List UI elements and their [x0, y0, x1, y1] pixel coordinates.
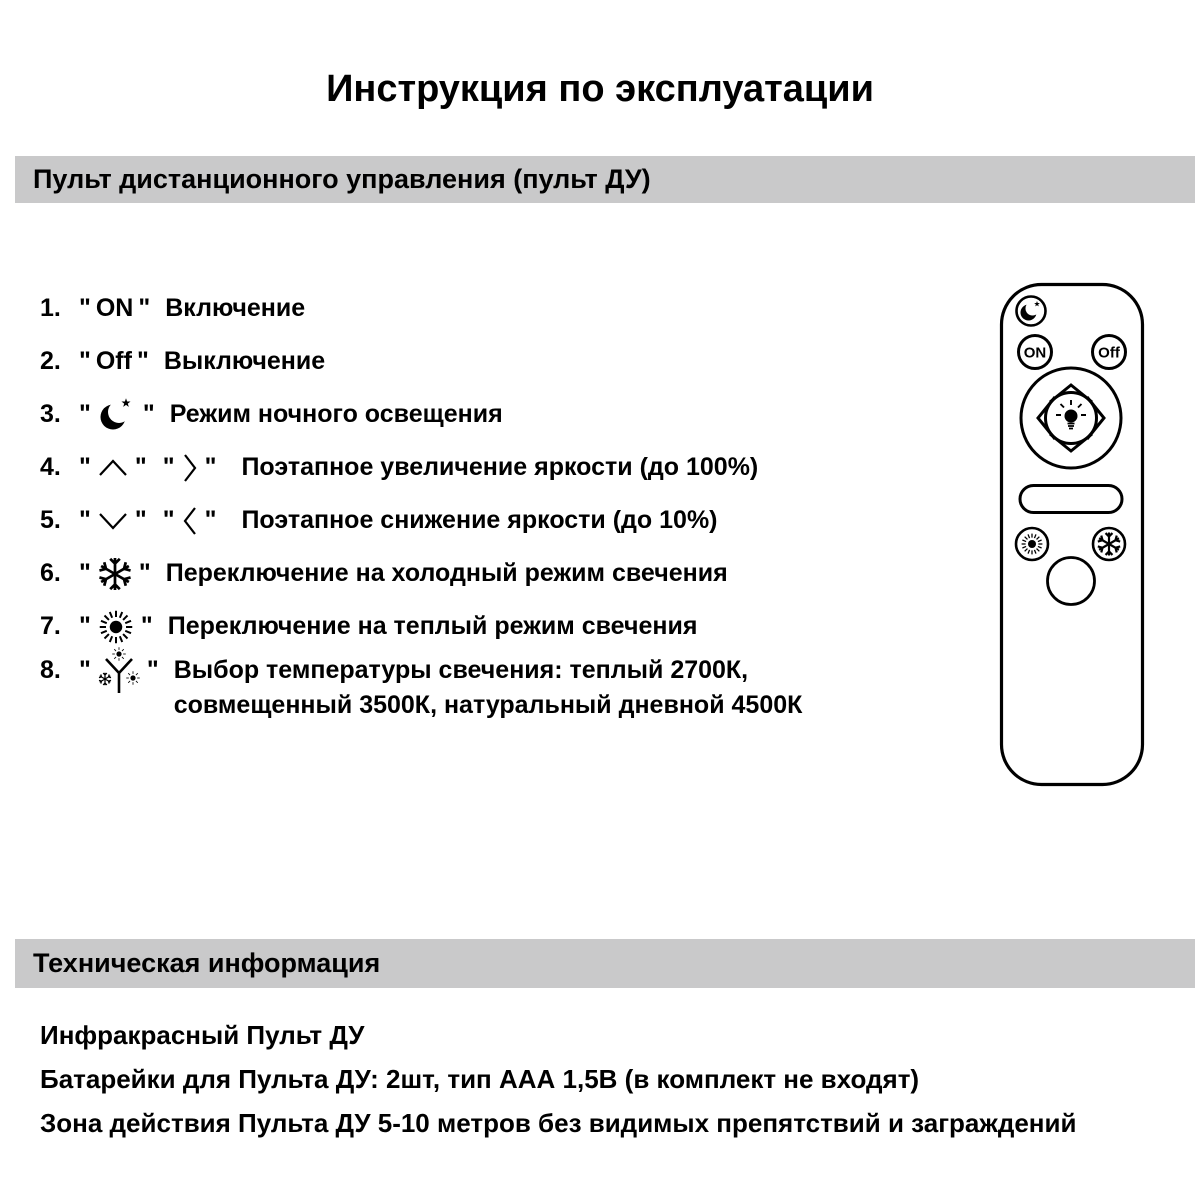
section-header-tech-label: Техническая информация: [33, 948, 381, 978]
item-text-line1: Выбор температуры свечения: теплый 2700К,: [173, 656, 749, 684]
quote-mark: ": [204, 506, 217, 534]
item-text: Выключение: [163, 347, 326, 375]
section-header-remote: [15, 156, 1195, 203]
on-button-label: ON: [95, 294, 134, 322]
item-number: 8.: [40, 656, 61, 684]
tech-line-range: Зона действия Пульта ДУ 5-10 метров без видимых препятствий и заграждений: [40, 1108, 1077, 1138]
item-text: Переключение на холодный режим свечения: [165, 559, 728, 587]
item-number: 3.: [40, 400, 61, 428]
quote-mark: ": [134, 506, 147, 534]
quote-mark: ": [140, 612, 153, 640]
item-text: Переключение на теплый режим свечения: [167, 612, 698, 640]
on-button-label: ON: [1023, 344, 1047, 362]
remote-control-diagram: [996, 280, 1146, 792]
crescent-moon-icon: [96, 396, 138, 434]
quote-mark: ": [79, 559, 91, 587]
section-header-remote-label: Пульт дистанционного управления (пульт ДУ): [33, 164, 651, 194]
quote-mark: ": [79, 347, 91, 375]
round-button: [1048, 558, 1095, 605]
section-header-tech: [15, 939, 1195, 988]
quote-mark: ": [142, 400, 155, 428]
color-temperature-select-icon: [96, 647, 142, 695]
list-item-warm-mode: [40, 600, 802, 653]
quote-mark: ": [79, 656, 91, 684]
list-item-temperature-select: [40, 653, 802, 723]
quote-mark: ": [79, 294, 91, 322]
dpad: [1021, 368, 1121, 468]
quote-mark: ": [138, 294, 151, 322]
warm-mode-button: [1016, 528, 1048, 560]
quote-mark: ": [136, 347, 149, 375]
night-mode-button: [1017, 297, 1046, 326]
list-item-brightness-up: [40, 441, 802, 494]
quote-mark: ": [162, 453, 175, 481]
quote-mark: ": [146, 656, 159, 684]
list-item-night-mode: [40, 388, 802, 441]
quote-mark: ": [79, 453, 91, 481]
quote-mark: ": [204, 453, 217, 481]
tech-line-ir: Инфракрасный Пульт ДУ: [40, 1020, 365, 1050]
chevron-right-icon: [180, 451, 200, 485]
snowflake-icon: [96, 555, 134, 593]
item-text: Поэтапное увеличение яркости (до 100%): [241, 453, 759, 481]
pill-button: [1020, 486, 1122, 513]
item-number: 6.: [40, 559, 61, 587]
item-text: Включение: [165, 294, 306, 322]
chevron-down-icon: [96, 510, 130, 532]
item-number: 2.: [40, 347, 61, 375]
off-button-label: Off: [1098, 344, 1120, 362]
quote-mark: ": [79, 400, 91, 428]
item-text: Режим ночного освещения: [169, 400, 503, 428]
quote-mark: ": [134, 453, 147, 481]
quote-mark: ": [79, 612, 91, 640]
button-description-list: [40, 282, 802, 723]
page-title: Инструкция по эксплуатации: [326, 68, 874, 110]
item-text: [174, 653, 803, 723]
cold-mode-button: [1093, 528, 1125, 560]
chevron-up-icon: [96, 457, 130, 479]
quote-mark: ": [162, 506, 175, 534]
off-button: [1093, 336, 1126, 369]
quote-mark: ": [138, 559, 151, 587]
sun-icon: [96, 607, 136, 647]
item-number: 1.: [40, 294, 61, 322]
item-text-line2: совмещенный 3500К, натуральный дневной 4500К: [173, 691, 803, 719]
list-item-brightness-down: [40, 494, 802, 547]
item-text: Поэтапное снижение яркости (до 10%): [241, 506, 718, 534]
item-number: 5.: [40, 506, 61, 534]
chevron-left-icon: [180, 504, 200, 538]
list-item-on: [40, 282, 802, 335]
on-button: [1019, 336, 1052, 369]
tech-line-batteries: Батарейки для Пульта ДУ: 2шт, тип ААА 1,5В (в комплект не входят): [40, 1064, 920, 1094]
item-number: 7.: [40, 612, 61, 640]
item-number: 4.: [40, 453, 61, 481]
list-item-off: [40, 335, 802, 388]
technical-info: [40, 1013, 1076, 1145]
list-item-cold-mode: [40, 547, 802, 600]
off-button-label: Off: [95, 347, 132, 375]
quote-mark: ": [79, 506, 91, 534]
